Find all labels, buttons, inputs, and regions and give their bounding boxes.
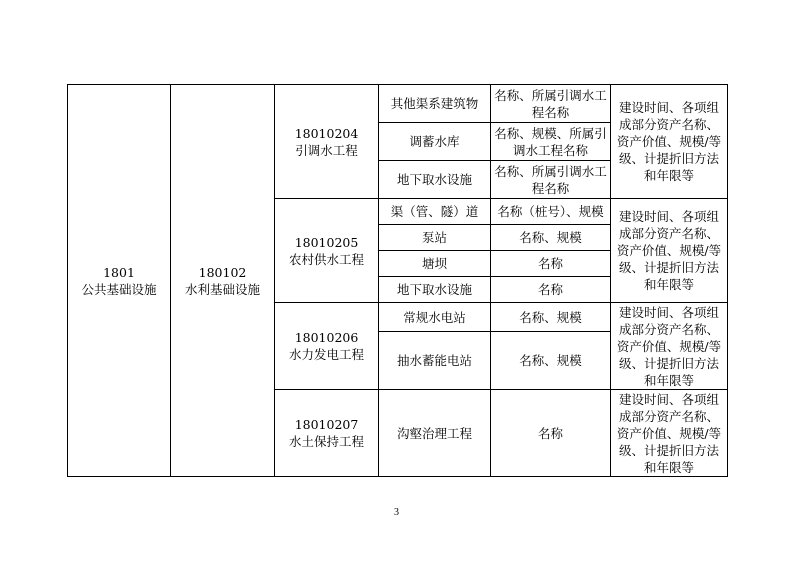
- group-code: 18010206: [294, 330, 359, 345]
- page-number: 3: [394, 507, 399, 518]
- group-note: 建设时间、各项组成部分资产名称、资产价值、规模/等级、计提折旧方法和年限等: [611, 199, 728, 303]
- item-desc: 名称、所属引调水工程名称: [491, 85, 611, 123]
- item-name: 地下取水设施: [379, 277, 491, 303]
- group-name: 引调水工程: [295, 142, 358, 158]
- group-note: 建设时间、各项组成部分资产名称、资产价值、规模/等级、计提折旧方法和年限等: [611, 390, 728, 477]
- group-code: 18010207: [294, 417, 359, 432]
- group-name: 农村供水工程: [288, 251, 364, 267]
- group-cell: [275, 303, 379, 390]
- item-desc: 名称、规模、所属引调水工程名称: [491, 123, 611, 161]
- item-name: 调蓄水库: [379, 123, 491, 161]
- category-l2-name: 水利基础设施: [184, 281, 260, 297]
- group-note: 建设时间、各项组成部分资产名称、资产价值、规模/等级、计提折旧方法和年限等: [611, 303, 728, 390]
- item-name: 沟壑治理工程: [379, 390, 491, 477]
- item-desc: 名称: [491, 390, 611, 477]
- item-name: 其他渠系建筑物: [379, 85, 491, 123]
- item-name: 泵站: [379, 225, 491, 251]
- item-name: 渠（管、隧）道: [379, 199, 491, 225]
- group-note: 建设时间、各项组成部分资产名称、资产价值、规模/等级、计提折旧方法和年限等: [611, 85, 728, 199]
- item-desc: 名称、规模: [491, 225, 611, 251]
- category-l2-cell: [171, 85, 275, 477]
- item-name: 地下取水设施: [379, 161, 491, 199]
- group-code: 18010205: [294, 234, 359, 250]
- group-cell: [275, 85, 379, 199]
- group-name: 水土保持工程: [288, 434, 364, 449]
- item-desc: 名称、规模: [491, 303, 611, 332]
- item-desc: 名称: [491, 277, 611, 303]
- item-desc: 名称、所属引调水工程名称: [491, 161, 611, 199]
- item-desc: 名称、规模: [491, 332, 611, 390]
- item-name: 抽水蓄能电站: [379, 332, 491, 390]
- table-row: [68, 85, 728, 123]
- group-code: 18010204: [294, 125, 359, 141]
- category-l2-code: 180102: [198, 264, 247, 280]
- category-l1-code: 1801: [103, 264, 135, 280]
- category-l1-name: 公共基础设施: [81, 281, 157, 297]
- group-name: 水力发电工程: [288, 347, 364, 362]
- group-cell: [275, 199, 379, 303]
- category-l1-cell: [68, 85, 171, 477]
- item-name: 常规水电站: [379, 303, 491, 332]
- item-desc: 名称（桩号）、规模: [491, 199, 611, 225]
- group-cell: [275, 390, 379, 477]
- item-desc: 名称: [491, 251, 611, 277]
- asset-table: [67, 84, 728, 477]
- item-name: 塘坝: [379, 251, 491, 277]
